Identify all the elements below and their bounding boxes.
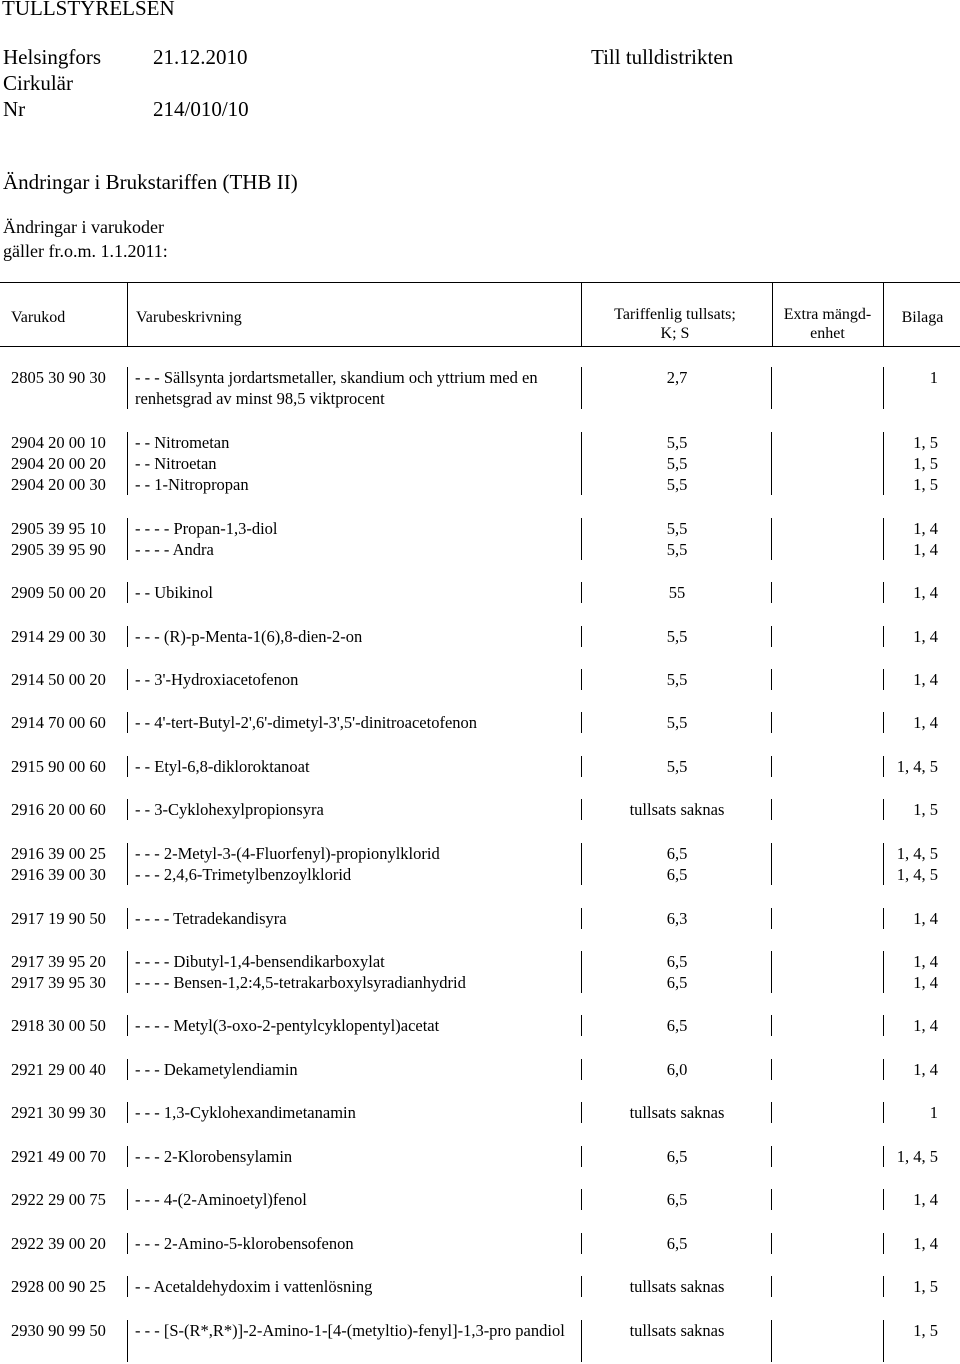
- column-divider: [127, 1189, 128, 1210]
- row-bilaga: 1: [929, 1103, 938, 1122]
- column-divider: [581, 432, 582, 453]
- column-divider: [883, 864, 884, 885]
- column-divider: [581, 1059, 582, 1080]
- row-rate: 6,3: [666, 909, 688, 928]
- row-rate: 6,5: [666, 1147, 688, 1166]
- column-divider: [771, 367, 772, 409]
- row-bilaga: 1, 4: [913, 583, 938, 602]
- row-code: 2921 29 00 40: [11, 1060, 106, 1079]
- column-divider: [127, 1146, 128, 1167]
- column-divider: [771, 1015, 772, 1036]
- column-divider: [883, 1276, 884, 1297]
- column-divider: [127, 474, 128, 495]
- column-divider: [127, 799, 128, 820]
- row-rate: 6,5: [666, 865, 688, 884]
- recipient: Till tulldistrikten: [591, 45, 734, 69]
- column-divider: [771, 756, 772, 777]
- table-row: [0, 951, 960, 972]
- column-divider: [127, 864, 128, 885]
- row-rate: 5,5: [666, 454, 688, 473]
- row-bilaga: 1, 4: [913, 713, 938, 732]
- row-bilaga: 1, 4, 5: [896, 1147, 938, 1166]
- column-divider: [771, 1189, 772, 1210]
- column-divider: [581, 712, 582, 733]
- table-row: [0, 864, 960, 885]
- col-header-extra-line1: Extra mängd-: [783, 306, 872, 323]
- col-header-extra-unit: [775, 305, 880, 343]
- row-rate: 5,5: [666, 757, 688, 776]
- row-bilaga: 1, 4, 5: [896, 757, 938, 776]
- row-rate: tullsats saknas: [629, 1277, 725, 1296]
- column-divider: [771, 453, 772, 474]
- row-description: - - Nitrometan: [135, 433, 230, 452]
- column-divider: [127, 951, 128, 972]
- table-row: [0, 908, 960, 929]
- column-divider: [581, 951, 582, 972]
- column-divider: [883, 1189, 884, 1210]
- row-rate: 6,5: [666, 844, 688, 863]
- row-bilaga: 1, 5: [913, 475, 938, 494]
- column-divider: [127, 972, 128, 993]
- row-bilaga: 1, 4: [913, 1234, 938, 1253]
- row-code: 2921 49 00 70: [11, 1147, 106, 1166]
- row-code: 2914 50 00 20: [11, 670, 106, 689]
- column-divider: [581, 582, 582, 603]
- column-divider: [581, 799, 582, 820]
- col-header-code: Varukod: [11, 309, 66, 326]
- column-divider: [581, 669, 582, 690]
- row-description: - - - 2-Amino-5-klorobensofenon: [135, 1234, 354, 1253]
- row-code: 2914 70 00 60: [11, 713, 106, 732]
- column-divider: [581, 1320, 582, 1362]
- column-divider: [771, 1059, 772, 1080]
- row-rate: 6,5: [666, 1016, 688, 1035]
- header-divider: [581, 283, 582, 346]
- table-row: [0, 1102, 960, 1123]
- table-row: [0, 1320, 960, 1362]
- row-bilaga: 1, 4, 5: [896, 865, 938, 884]
- column-divider: [127, 1320, 128, 1362]
- document-title: Ändringar i Brukstariffen (THB II): [3, 170, 298, 194]
- issue-date: 21.12.2010: [153, 45, 248, 69]
- row-rate: 5,5: [666, 540, 688, 559]
- table-row: [0, 1189, 960, 1210]
- table-row: [0, 367, 960, 409]
- row-code: 2914 29 00 30: [11, 627, 106, 646]
- row-bilaga: 1, 4: [913, 1190, 938, 1209]
- row-rate: tullsats saknas: [629, 800, 725, 819]
- row-description: - - - 2-Klorobensylamin: [135, 1147, 293, 1166]
- column-divider: [581, 843, 582, 864]
- row-description: - - Ubikinol: [135, 583, 213, 602]
- column-divider: [883, 453, 884, 474]
- row-description: - - - 2-Metyl-3-(4-Fluorfenyl)-propionylklorid: [135, 844, 440, 863]
- column-divider: [771, 843, 772, 864]
- column-divider: [581, 626, 582, 647]
- row-code: 2915 90 00 60: [11, 757, 106, 776]
- column-divider: [883, 1015, 884, 1036]
- row-description: - - - 1,3-Cyklohexandimetanamin: [135, 1103, 356, 1122]
- table-row: [0, 756, 960, 777]
- number-value: 214/010/10: [153, 97, 249, 121]
- row-bilaga: 1, 5: [913, 1321, 938, 1340]
- column-divider: [883, 518, 884, 539]
- column-divider: [127, 432, 128, 453]
- row-rate: 6,5: [666, 973, 688, 992]
- column-divider: [771, 626, 772, 647]
- row-bilaga: 1, 5: [913, 800, 938, 819]
- row-code: 2921 30 99 30: [11, 1103, 106, 1122]
- row-description: - - - Sällsynta jordartsmetaller, skandium och yttrium med en renhetsgrad av minst 98,5 viktprocent: [135, 368, 538, 408]
- row-description: - - - 2,4,6-Trimetylbenzoylklorid: [135, 865, 352, 884]
- column-divider: [883, 1320, 884, 1362]
- row-description: - - - (R)-p-Menta-1(6),8-dien-2-on: [135, 627, 363, 646]
- row-code: 2922 29 00 75: [11, 1190, 106, 1209]
- column-divider: [771, 1146, 772, 1167]
- col-header-description: Varubeskrivning: [136, 309, 242, 326]
- column-divider: [771, 474, 772, 495]
- row-rate: 6,0: [666, 1060, 688, 1079]
- row-rate: 5,5: [666, 627, 688, 646]
- row-description: - - - - Dibutyl-1,4-bensendikarboxylat: [135, 952, 385, 971]
- row-rate: 5,5: [666, 713, 688, 732]
- row-code: 2917 39 95 20: [11, 952, 106, 971]
- table-row: [0, 626, 960, 647]
- row-code: 2917 39 95 30: [11, 973, 106, 992]
- col-header-rate: [580, 305, 770, 343]
- column-divider: [127, 1059, 128, 1080]
- table-row: [0, 843, 960, 864]
- document-subtitle: Ändringar i varukoder: [3, 217, 164, 237]
- row-bilaga: 1, 4: [913, 540, 938, 559]
- row-description: - - - 4-(2-Aminoetyl)fenol: [135, 1190, 307, 1209]
- column-divider: [771, 864, 772, 885]
- column-divider: [127, 367, 128, 409]
- row-description: - - 3-Cyklohexylpropionsyra: [135, 800, 324, 819]
- row-code: 2922 39 00 20: [11, 1234, 106, 1253]
- table-row: [0, 539, 960, 560]
- row-rate: 5,5: [666, 475, 688, 494]
- row-code: 2928 00 90 25: [11, 1277, 106, 1296]
- row-code: 2805 30 90 30: [11, 368, 106, 387]
- row-code: 2916 39 00 25: [11, 844, 106, 863]
- column-divider: [883, 669, 884, 690]
- column-divider: [883, 1059, 884, 1080]
- column-divider: [771, 1102, 772, 1123]
- row-rate: 5,5: [666, 670, 688, 689]
- column-divider: [883, 972, 884, 993]
- column-divider: [771, 432, 772, 453]
- table-row: [0, 432, 960, 453]
- row-code: 2904 20 00 30: [11, 475, 106, 494]
- column-divider: [581, 453, 582, 474]
- table-row: [0, 712, 960, 733]
- row-bilaga: 1, 5: [913, 1277, 938, 1296]
- row-description: - - - - Andra: [135, 540, 214, 559]
- table-row: [0, 1276, 960, 1297]
- column-divider: [581, 474, 582, 495]
- row-bilaga: 1, 4: [913, 909, 938, 928]
- valid-from: gäller fr.o.m. 1.1.2011:: [3, 241, 168, 261]
- row-bilaga: 1, 4: [913, 1016, 938, 1035]
- row-rate: 6,5: [666, 1190, 688, 1209]
- column-divider: [127, 712, 128, 733]
- column-divider: [127, 453, 128, 474]
- table-row: [0, 799, 960, 820]
- col-header-extra-line2: enhet: [810, 325, 845, 342]
- row-description: - - - - Tetradekandisyra: [135, 909, 287, 928]
- row-code: 2930 90 99 50: [11, 1321, 106, 1340]
- row-bilaga: 1, 4: [913, 973, 938, 992]
- row-description: - - Etyl-6,8-dikloroktanoat: [135, 757, 310, 776]
- table-row: [0, 582, 960, 603]
- column-divider: [771, 908, 772, 929]
- table-row: [0, 1233, 960, 1254]
- column-divider: [771, 518, 772, 539]
- column-divider: [127, 1276, 128, 1297]
- row-bilaga: 1: [929, 368, 938, 387]
- row-rate: 5,5: [666, 433, 688, 452]
- header-divider: [772, 283, 773, 346]
- row-code: 2904 20 00 20: [11, 454, 106, 473]
- column-divider: [127, 908, 128, 929]
- column-divider: [581, 539, 582, 560]
- column-divider: [127, 669, 128, 690]
- row-rate: 6,5: [666, 952, 688, 971]
- column-divider: [581, 756, 582, 777]
- row-description: - - - - Metyl(3-oxo-2-pentylcyklopentyl)acetat: [135, 1016, 440, 1035]
- column-divider: [581, 1015, 582, 1036]
- row-description: - - - - Bensen-1,2:4,5-tetrakarboxylsyradianhydrid: [135, 973, 466, 992]
- column-divider: [581, 1189, 582, 1210]
- column-divider: [883, 539, 884, 560]
- row-code: 2904 20 00 10: [11, 433, 106, 452]
- row-rate: tullsats saknas: [629, 1321, 725, 1340]
- column-divider: [883, 474, 884, 495]
- column-divider: [581, 367, 582, 409]
- row-bilaga: 1, 5: [913, 454, 938, 473]
- row-description: - - 3'-Hydroxiacetofenon: [135, 670, 299, 689]
- column-divider: [883, 432, 884, 453]
- column-divider: [771, 1233, 772, 1254]
- column-divider: [127, 843, 128, 864]
- row-description: - - - Dekametylendiamin: [135, 1060, 298, 1079]
- col-header-rate-line2: K; S: [660, 325, 690, 342]
- city: Helsingfors: [3, 45, 101, 69]
- row-bilaga: 1, 4, 5: [896, 844, 938, 863]
- header-divider: [883, 283, 884, 346]
- column-divider: [771, 1320, 772, 1362]
- column-divider: [581, 1276, 582, 1297]
- column-divider: [581, 908, 582, 929]
- row-code: 2916 20 00 60: [11, 800, 106, 819]
- column-divider: [883, 1102, 884, 1123]
- row-rate: 5,5: [666, 519, 688, 538]
- agency-name: TULLSTYRELSEN: [2, 0, 175, 20]
- table-row: [0, 474, 960, 495]
- column-divider: [883, 799, 884, 820]
- column-divider: [883, 626, 884, 647]
- column-divider: [883, 843, 884, 864]
- number-label: Nr: [3, 97, 26, 121]
- row-rate: tullsats saknas: [629, 1103, 725, 1122]
- row-bilaga: 1, 4: [913, 670, 938, 689]
- column-divider: [581, 864, 582, 885]
- row-description: - - 4'-tert-Butyl-2',6'-dimetyl-3',5'-dinitroacetofenon: [135, 713, 478, 732]
- row-description: - - Acetaldehydoxim i vattenlösning: [135, 1277, 373, 1296]
- table-row: [0, 669, 960, 690]
- row-description: - - - [S-(R*,R*)]-2-Amino-1-[4-(metyltio)-fenyl]-1,3-pro pandiol: [135, 1321, 565, 1340]
- column-divider: [127, 518, 128, 539]
- column-divider: [883, 1146, 884, 1167]
- column-divider: [581, 1233, 582, 1254]
- column-divider: [771, 1276, 772, 1297]
- column-divider: [883, 908, 884, 929]
- column-divider: [771, 799, 772, 820]
- table-row: [0, 1015, 960, 1036]
- row-bilaga: 1, 4: [913, 627, 938, 646]
- header-divider: [127, 283, 128, 346]
- row-bilaga: 1, 4: [913, 952, 938, 971]
- circular-label: Cirkulär: [3, 71, 73, 95]
- column-divider: [883, 1233, 884, 1254]
- column-divider: [771, 972, 772, 993]
- column-divider: [581, 1102, 582, 1123]
- row-code: 2917 19 90 50: [11, 909, 106, 928]
- table-row: [0, 518, 960, 539]
- column-divider: [771, 712, 772, 733]
- row-code: 2909 50 00 20: [11, 583, 106, 602]
- row-rate: 2,7: [666, 368, 688, 387]
- row-rate: 6,5: [666, 1234, 688, 1253]
- row-bilaga: 1, 5: [913, 433, 938, 452]
- column-divider: [771, 582, 772, 603]
- column-divider: [127, 1233, 128, 1254]
- column-divider: [127, 756, 128, 777]
- row-code: 2916 39 00 30: [11, 865, 106, 884]
- col-header-rate-line1: Tariffenlig tullsats;: [614, 306, 736, 323]
- table-row: [0, 453, 960, 474]
- row-bilaga: 1, 4: [913, 1060, 938, 1079]
- column-divider: [127, 582, 128, 603]
- column-divider: [883, 712, 884, 733]
- column-divider: [771, 539, 772, 560]
- row-description: - - - - Propan-1,3-diol: [135, 519, 278, 538]
- column-divider: [771, 951, 772, 972]
- row-code: 2905 39 95 10: [11, 519, 106, 538]
- column-divider: [581, 972, 582, 993]
- column-divider: [127, 539, 128, 560]
- column-divider: [883, 367, 884, 409]
- row-description: - - Nitroetan: [135, 454, 217, 473]
- col-header-bilaga: Bilaga: [901, 309, 944, 326]
- table-row: [0, 1059, 960, 1080]
- table-header: [0, 282, 960, 347]
- row-rate: 55: [668, 583, 686, 602]
- column-divider: [127, 1102, 128, 1123]
- column-divider: [883, 582, 884, 603]
- column-divider: [127, 626, 128, 647]
- column-divider: [581, 518, 582, 539]
- row-description: - - 1-Nitropropan: [135, 475, 249, 494]
- row-code: 2918 30 00 50: [11, 1016, 106, 1035]
- column-divider: [581, 1146, 582, 1167]
- column-divider: [883, 951, 884, 972]
- column-divider: [127, 1015, 128, 1036]
- column-divider: [771, 669, 772, 690]
- column-divider: [883, 756, 884, 777]
- row-code: 2905 39 95 90: [11, 540, 106, 559]
- row-bilaga: 1, 4: [913, 519, 938, 538]
- table-row: [0, 972, 960, 993]
- table-row: [0, 1146, 960, 1167]
